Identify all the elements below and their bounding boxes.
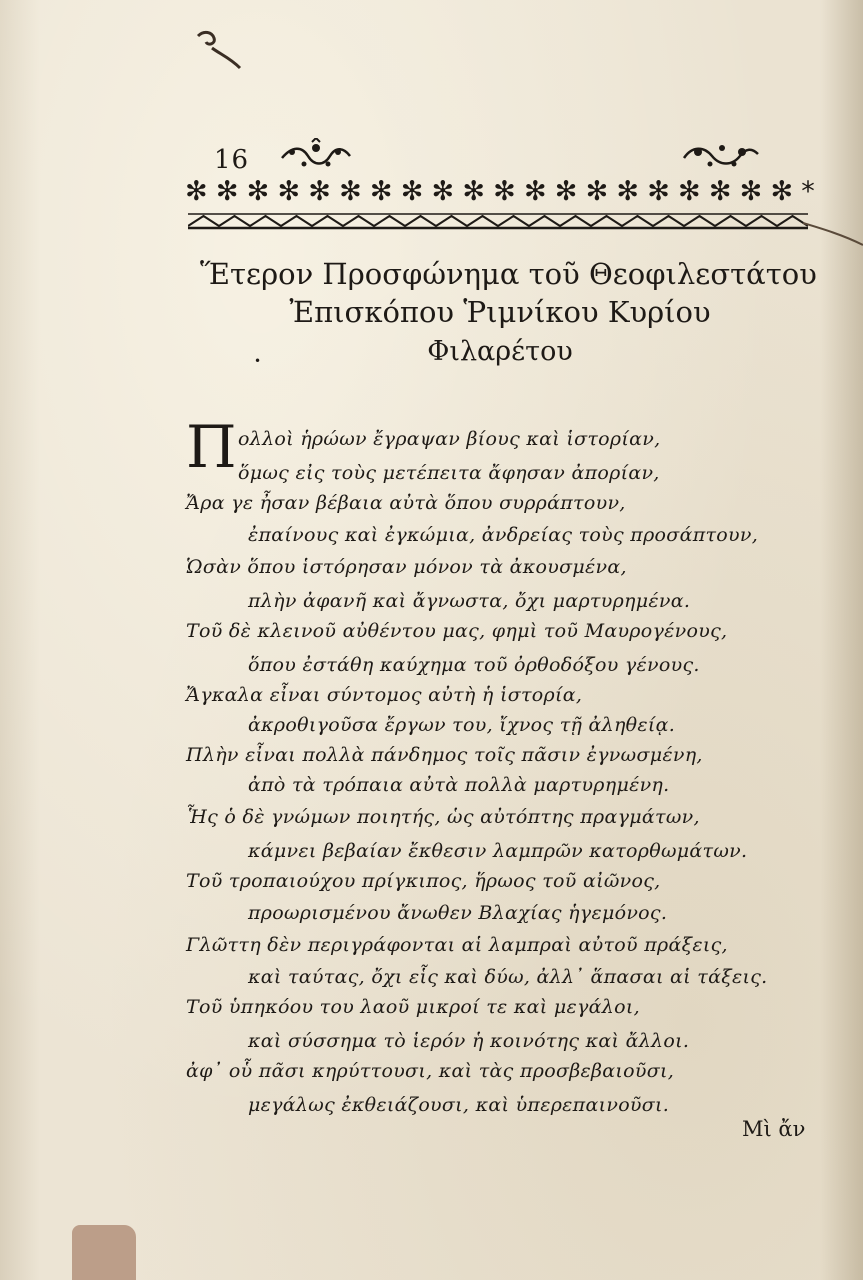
poem-line: Τοῦ ὑπηκόου του λαοῦ μικροί τε καὶ μεγάλοι, — [186, 996, 640, 1018]
poem-line: ἐπαίνους καὶ ἐγκώμια, ἀνδρείας τοὺς προσάπτουν, — [248, 524, 759, 546]
poem-line: προωρισμένου ἄνωθεν Βλαχίας ἡγεμόνος. — [248, 902, 668, 924]
star-ornament-icon: ✻ — [523, 175, 547, 207]
star-ornament-icon: ✻ — [493, 175, 516, 207]
star-ornament-icon: ✻ — [708, 175, 732, 207]
star-ornament-icon: ✻ — [277, 175, 301, 207]
headpiece-rule — [188, 212, 808, 230]
poem-line: καὶ ταύτας, ὄχι εἷς καὶ δύω, ἀλλ᾽ ἅπασαι αἱ τάξεις. — [248, 966, 768, 988]
poem-line: Τοῦ δὲ κλεινοῦ αὐθέντου μας, φημὶ τοῦ Μαυρογένους, — [186, 620, 728, 642]
star-ornament-icon: ✻ — [585, 175, 609, 207]
headpiece-star-band — [185, 173, 815, 209]
poem-line: πλὴν ἀφανῆ καὶ ἄγνωστα, ὄχι μαρτυρημένα. — [248, 590, 691, 612]
poem-line: καὶ σύσσημα τὸ ἱερόν ἡ κοινότης καὶ ἄλλοι. — [248, 1030, 690, 1052]
poem-line: Ἧς ὁ δὲ γνώμων ποιητής, ὡς αὐτόπτης πραγμάτων, — [186, 806, 700, 828]
title-line-2: Ἐπισκόπου Ῥιμνίκου Κυρίου — [289, 295, 711, 329]
catchword: Μὶ ἄν — [742, 1117, 806, 1141]
poem-line: Ἄρα γε ἦσαν βέβαια αὐτὰ ὅπου συρράπτουν, — [186, 492, 626, 514]
star-ornament-icon: ✻ — [185, 175, 208, 207]
star-ornament-icon: ✻ — [246, 175, 270, 207]
poem-line: ἀπὸ τὰ τρόπαια αὐτὰ πολλὰ μαρτυρημένη. — [248, 774, 670, 796]
ink-mark-icon — [194, 28, 244, 74]
star-ornament-icon: ✻ — [215, 175, 239, 207]
poem-line: Τοῦ τροπαιούχου πρίγκιπος, ἥρωος τοῦ αἰῶνος, — [186, 870, 661, 892]
poem-line: Πλὴν εἶναι πολλὰ πάνδημος τοῖς πᾶσιν ἐγνωσμένη, — [186, 744, 703, 766]
star-ornament-icon: ✻ — [431, 175, 455, 207]
poem-line: ὅμως εἰς τοὺς μετέπειτα ἄφησαν ἀπορίαν, — [238, 462, 660, 484]
floral-ornament-icon — [278, 138, 354, 172]
star-ornament-icon: ✻ — [770, 175, 794, 207]
title-line-1: Ἕτερον Προσφώνημα τοῦ Θεοφιλεστάτου — [200, 257, 817, 291]
star-ornament-icon: ✻ — [647, 175, 670, 207]
star-ornament-icon: * — [801, 175, 815, 207]
title-dot: • — [254, 354, 262, 368]
star-ornament-icon: ✻ — [369, 175, 393, 207]
star-ornament-icon: ✻ — [678, 175, 701, 207]
bleed-through — [560, 375, 564, 390]
drop-cap: Π — [186, 413, 237, 481]
page-number: 16 — [214, 145, 250, 175]
poem-line: μεγάλως ἐκθειάζουσι, καὶ ὑπερεπαινοῦσι. — [248, 1094, 670, 1116]
poem-line: ἀφ᾽ οὗ πᾶσι κηρύττουσι, καὶ τὰς προσβεβαιοῦσι, — [186, 1060, 675, 1082]
poem-line: Ὡσὰν ὅπου ἱστόρησαν μόνον τὰ ἀκουσμένα, — [186, 556, 627, 578]
floral-ornament-icon — [680, 140, 760, 172]
poem-title — [200, 255, 817, 371]
poem-line: κάμνει βεβαίαν ἔκθεσιν λαμπρῶν κατορθωμάτων. — [248, 840, 748, 862]
star-ornament-icon: ✻ — [554, 175, 578, 207]
star-ornament-icon: ✻ — [308, 175, 331, 207]
star-ornament-icon: ✻ — [339, 175, 362, 207]
star-ornament-icon: ✻ — [462, 175, 485, 207]
poem-line: ολλοὶ ἡρώων ἔγραψαν βίους καὶ ἱστορίαν, — [238, 428, 661, 450]
poem-line: Ἄγκαλα εἶναι σύντομος αὐτὴ ἡ ἱστορία, — [186, 684, 583, 706]
star-ornament-icon: ✻ — [400, 175, 424, 207]
poem-line: ἀκροθιγοῦσα ἔργων του, ἴχνος τῇ ἀληθείᾳ. — [248, 714, 676, 736]
paper-stain — [72, 1225, 136, 1280]
star-ornament-icon: ✻ — [739, 175, 763, 207]
poem-line: Γλῶττη δὲν περιγράφονται αἱ λαμπραὶ αὐτοῦ πράξεις, — [186, 934, 728, 956]
page-edge-mark — [803, 215, 863, 255]
poem-line: ὅπου ἐστάθη καύχημα τοῦ ὀρθοδόξου γένους. — [248, 654, 700, 676]
star-ornament-icon: ✻ — [616, 175, 639, 207]
title-line-3: Φιλαρέτου — [427, 336, 573, 367]
